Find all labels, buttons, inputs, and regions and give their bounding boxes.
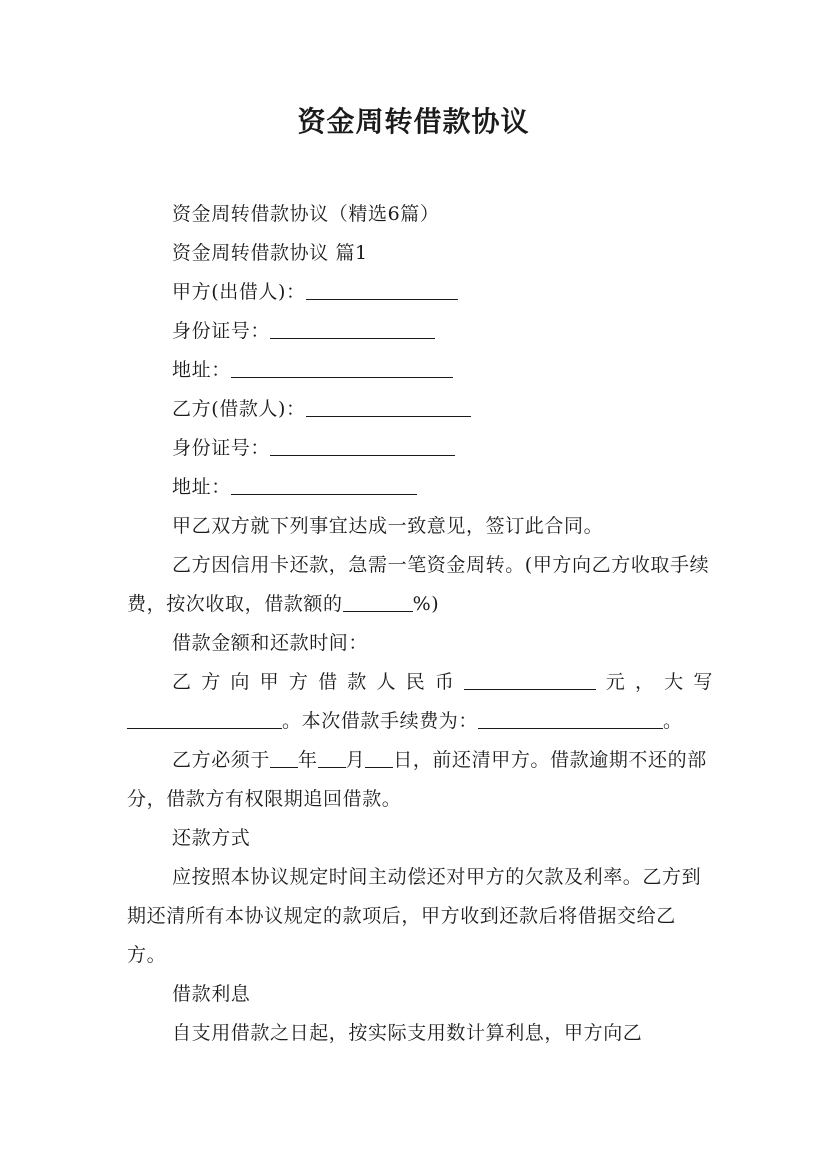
- amount-suffix: 元，大写: [596, 671, 713, 693]
- party-b-id-label: 身份证号：: [172, 437, 271, 459]
- deadline-year-blank: [270, 745, 298, 768]
- amount-blank: [464, 667, 596, 690]
- party-a-id-blank: [270, 316, 435, 339]
- party-b-id-blank: [270, 433, 455, 456]
- party-a-address-label: 地址：: [172, 359, 231, 381]
- amount-line-1: [127, 663, 713, 702]
- party-a-name-blank: [306, 277, 458, 300]
- party-a-id-line: [127, 312, 713, 351]
- amount-uppercase-blank: [127, 706, 282, 729]
- party-b-label: 乙方(借款人)：: [172, 398, 306, 420]
- party-b-address-label: 地址：: [172, 476, 231, 498]
- deadline-month-blank: [318, 745, 346, 768]
- party-b-address-line: [127, 468, 713, 507]
- subtitle: 资金周转借款协议（精选6篇）: [172, 203, 440, 225]
- party-a-id-label: 身份证号：: [172, 320, 271, 342]
- document-title: 资金周转借款协议: [297, 105, 530, 138]
- party-a-line: [127, 273, 713, 312]
- part-heading: 资金周转借款协议 篇1: [172, 242, 368, 264]
- fee-blank: [478, 706, 663, 729]
- fee-text: 。本次借款手续费为：: [282, 710, 479, 732]
- repay-method-text: 应按照本协议规定时间主动偿还对甲方的欠款及利率。乙方到期还清所有本协议规定的款项后，甲方收到还款后将借据交给乙方。: [127, 866, 702, 966]
- party-b-name-blank: [306, 394, 471, 417]
- agreement-intro: 甲乙双方就下列事宜达成一致意见，签订此合同。: [172, 515, 604, 537]
- interest-text: 自支用借款之日起，按实际支用数计算利息，甲方向乙: [172, 1022, 643, 1044]
- reason-suffix: %): [412, 593, 440, 615]
- fee-suffix: 。: [663, 710, 683, 732]
- party-b-id-line: [127, 429, 713, 468]
- deadline-paragraph: [127, 741, 713, 819]
- document-body: [127, 195, 713, 1053]
- party-a-address-line: [127, 351, 713, 390]
- party-b-address-blank: [231, 472, 417, 495]
- party-a-label: 甲方(出借人)：: [172, 281, 306, 303]
- amount-heading: 借款金额和还款时间：: [172, 632, 369, 654]
- deadline-month: 月: [345, 749, 366, 771]
- party-a-address-blank: [231, 355, 453, 378]
- deadline-day-blank: [365, 745, 393, 768]
- reason-paragraph: [127, 546, 713, 624]
- fee-percent-blank: [343, 589, 413, 612]
- deadline-year: 年: [298, 749, 318, 771]
- deadline-day-text: 日，前还清甲方。借款逾期不还的部分，借款方有权限期追回借款。: [127, 749, 707, 810]
- deadline-prefix: 乙方必须于: [172, 749, 271, 771]
- reason-text: 乙方因信用卡还款，急需一笔资金周转。(甲方向乙方收取手续费，按次收取，借款额的: [127, 554, 710, 615]
- interest-heading: 借款利息: [172, 983, 251, 1005]
- repay-method-heading: 还款方式: [172, 827, 251, 849]
- amount-line-2: [127, 702, 713, 741]
- amount-text: 乙方向甲方借款人民币: [172, 671, 465, 693]
- party-b-line: [127, 390, 713, 429]
